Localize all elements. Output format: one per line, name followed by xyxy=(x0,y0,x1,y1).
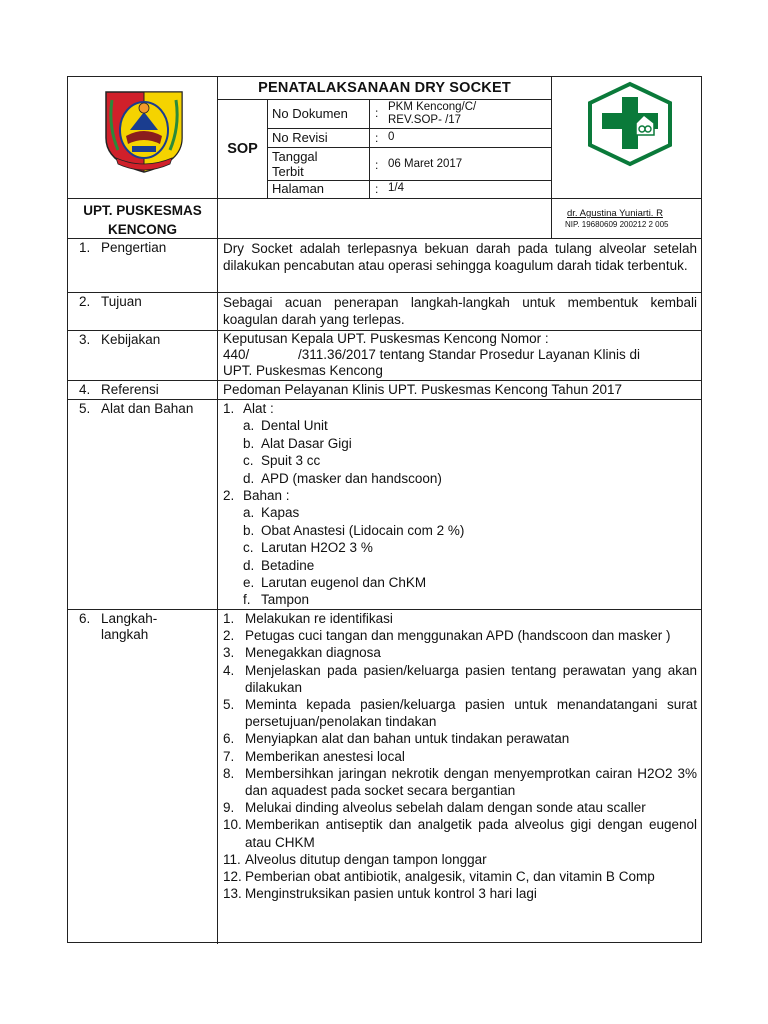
list-item: 1. Alat : xyxy=(223,401,274,416)
list-item: b. Alat Dasar Gigi xyxy=(243,435,352,451)
institution-line: UPT. PUSKESMAS xyxy=(83,203,202,218)
list-item: 10. Memberikan antiseptik dan analgetik pada alveolus gigi dengan eugenol atau CHKM xyxy=(223,817,697,850)
list-item: 6. Menyiapkan alat dan bahan untuk tindakan perawatan xyxy=(223,731,570,747)
meta-no-revisi xyxy=(268,129,551,148)
section-number: 5. xyxy=(79,401,91,416)
meta-colon: : xyxy=(375,106,379,120)
list-item: 9. Melukai dinding alveolus sebelah dalam dengan sonde atau scaller xyxy=(223,800,646,816)
meta-value: 0 xyxy=(388,131,395,143)
meta-label: Tanggal xyxy=(272,149,318,164)
meta-halaman xyxy=(268,181,551,198)
sop-header xyxy=(68,77,701,198)
section-number: 2. xyxy=(79,294,91,309)
list-item: 3. Menegakkan diagnosa xyxy=(223,645,381,661)
regency-emblem-icon xyxy=(102,86,186,174)
logo-cell xyxy=(68,77,218,198)
document-title: PENATALAKSANAAN DRY SOCKET xyxy=(218,77,551,100)
section-pengertian xyxy=(68,238,701,292)
puskesmas-cross-icon xyxy=(584,81,676,167)
list-item: 8. Membersihkan jaringan nekrotik dengan menyemprotkan cairan H2O2 3% dan aquadest pada socket secara bergantian xyxy=(223,765,697,799)
steps-list xyxy=(223,610,697,902)
list-item: 4. Menjelaskan pada pasien/keluarga pasien tentang perawatan yang akan dilakukan xyxy=(223,662,697,695)
meta-label: No Revisi xyxy=(272,130,328,145)
list-item: a. Dental Unit xyxy=(243,418,328,434)
section-text: Sebagai acuan penerapan langkah-langkah untuk membentuk kembali koagulan darah yang terlepas. xyxy=(223,295,697,328)
meta-value: 06 Maret 2017 xyxy=(388,158,463,170)
meta-label: Terbit xyxy=(272,164,304,179)
meta-label: No Dokumen xyxy=(272,106,348,121)
list-item: 2. Petugas cuci tangan dan menggunakan APD (handscoon dan masker ) xyxy=(223,628,671,644)
section-tujuan xyxy=(68,292,701,330)
section-name: Referensi xyxy=(101,382,159,397)
section-number: 1. xyxy=(79,240,91,255)
meta-colon: : xyxy=(375,158,379,172)
list-item: a. Kapas xyxy=(243,505,300,521)
meta-value: PKM Kencong/C/ xyxy=(388,101,477,113)
signature-band xyxy=(218,198,701,238)
signatory-name: dr. Agustina Yuniarti. R xyxy=(567,208,663,219)
section-name: Alat dan Bahan xyxy=(101,401,194,416)
puskesmas-logo-cell xyxy=(551,77,701,198)
section-text: UPT. Puskesmas Kencong xyxy=(223,363,383,378)
meta-value: REV.SOP- /17 xyxy=(388,114,462,126)
list-item: c. Larutan H2O2 3 % xyxy=(243,540,373,556)
list-item: 1. Melakukan re identifikasi xyxy=(223,611,393,626)
materials-list xyxy=(223,400,697,609)
list-item: b. Obat Anastesi (Lidocain com 2 %) xyxy=(243,522,465,538)
section-alat-dan-bahan xyxy=(68,399,701,609)
meta-colon: : xyxy=(375,182,379,196)
section-kebijakan xyxy=(68,330,701,380)
section-langkah-langkah xyxy=(68,609,701,944)
sop-label: SOP xyxy=(218,100,268,198)
list-item: e. Larutan eugenol dan ChKM xyxy=(243,575,427,591)
meta-value: 1/4 xyxy=(388,182,404,194)
institution-name xyxy=(68,198,218,238)
section-text: Keputusan Kepala UPT. Puskesmas Kencong Nomor : xyxy=(223,331,549,346)
list-item: 13. Menginstruksikan pasien untuk kontrol 3 hari lagi xyxy=(223,886,537,902)
section-referensi xyxy=(68,380,701,399)
section-text: Dry Socket adalah terlepasnya bekuan darah pada tulang alveolar setelah dilakukan pencabutan atau operasi sehingga koagulum darah tidak terbentuk. xyxy=(223,241,697,274)
section-name: Pengertian xyxy=(101,240,167,255)
signatory-nip: NIP. 19680609 200212 2 005 xyxy=(565,220,669,229)
list-item: 12. Pemberian obat antibiotik, analgesik, vitamin C, dan vitamin B Comp xyxy=(223,869,655,885)
sop-document xyxy=(67,76,702,943)
section-text: 440/ /311.36/2017 tentang Standar Prosedur Layanan Klinis di xyxy=(223,347,641,362)
list-item: 11. Alveolus ditutup dengan tampon longgar xyxy=(223,851,487,867)
section-name: Kebijakan xyxy=(101,332,161,347)
list-item: d. Betadine xyxy=(243,557,315,573)
section-text: Pedoman Pelayanan Klinis UPT. Puskesmas Kencong Tahun 2017 xyxy=(223,382,623,397)
meta-tanggal-terbit xyxy=(268,148,551,181)
section-name: Tujuan xyxy=(101,294,142,309)
list-item: 7. Memberikan anestesi local xyxy=(223,748,405,764)
meta-label: Halaman xyxy=(272,181,325,196)
institution-line: KENCONG xyxy=(107,222,177,237)
list-item: d. APD (masker dan handscoon) xyxy=(243,470,442,486)
section-number: 4. xyxy=(79,382,91,397)
list-item: f. Tampon xyxy=(243,592,310,608)
meta-colon: : xyxy=(375,131,379,145)
meta-no-dokumen xyxy=(268,100,551,129)
section-number: 6. xyxy=(79,611,91,626)
list-item: c. Spuit 3 cc xyxy=(243,453,321,469)
section-number: 3. xyxy=(79,332,91,347)
list-item: 2. Bahan : xyxy=(223,488,290,504)
list-item: 5. Meminta kepada pasien/keluarga pasien untuk menandatangani surat persetujuan/penolakan tindakan xyxy=(223,697,697,730)
section-name: Langkah- langkah xyxy=(101,611,158,642)
